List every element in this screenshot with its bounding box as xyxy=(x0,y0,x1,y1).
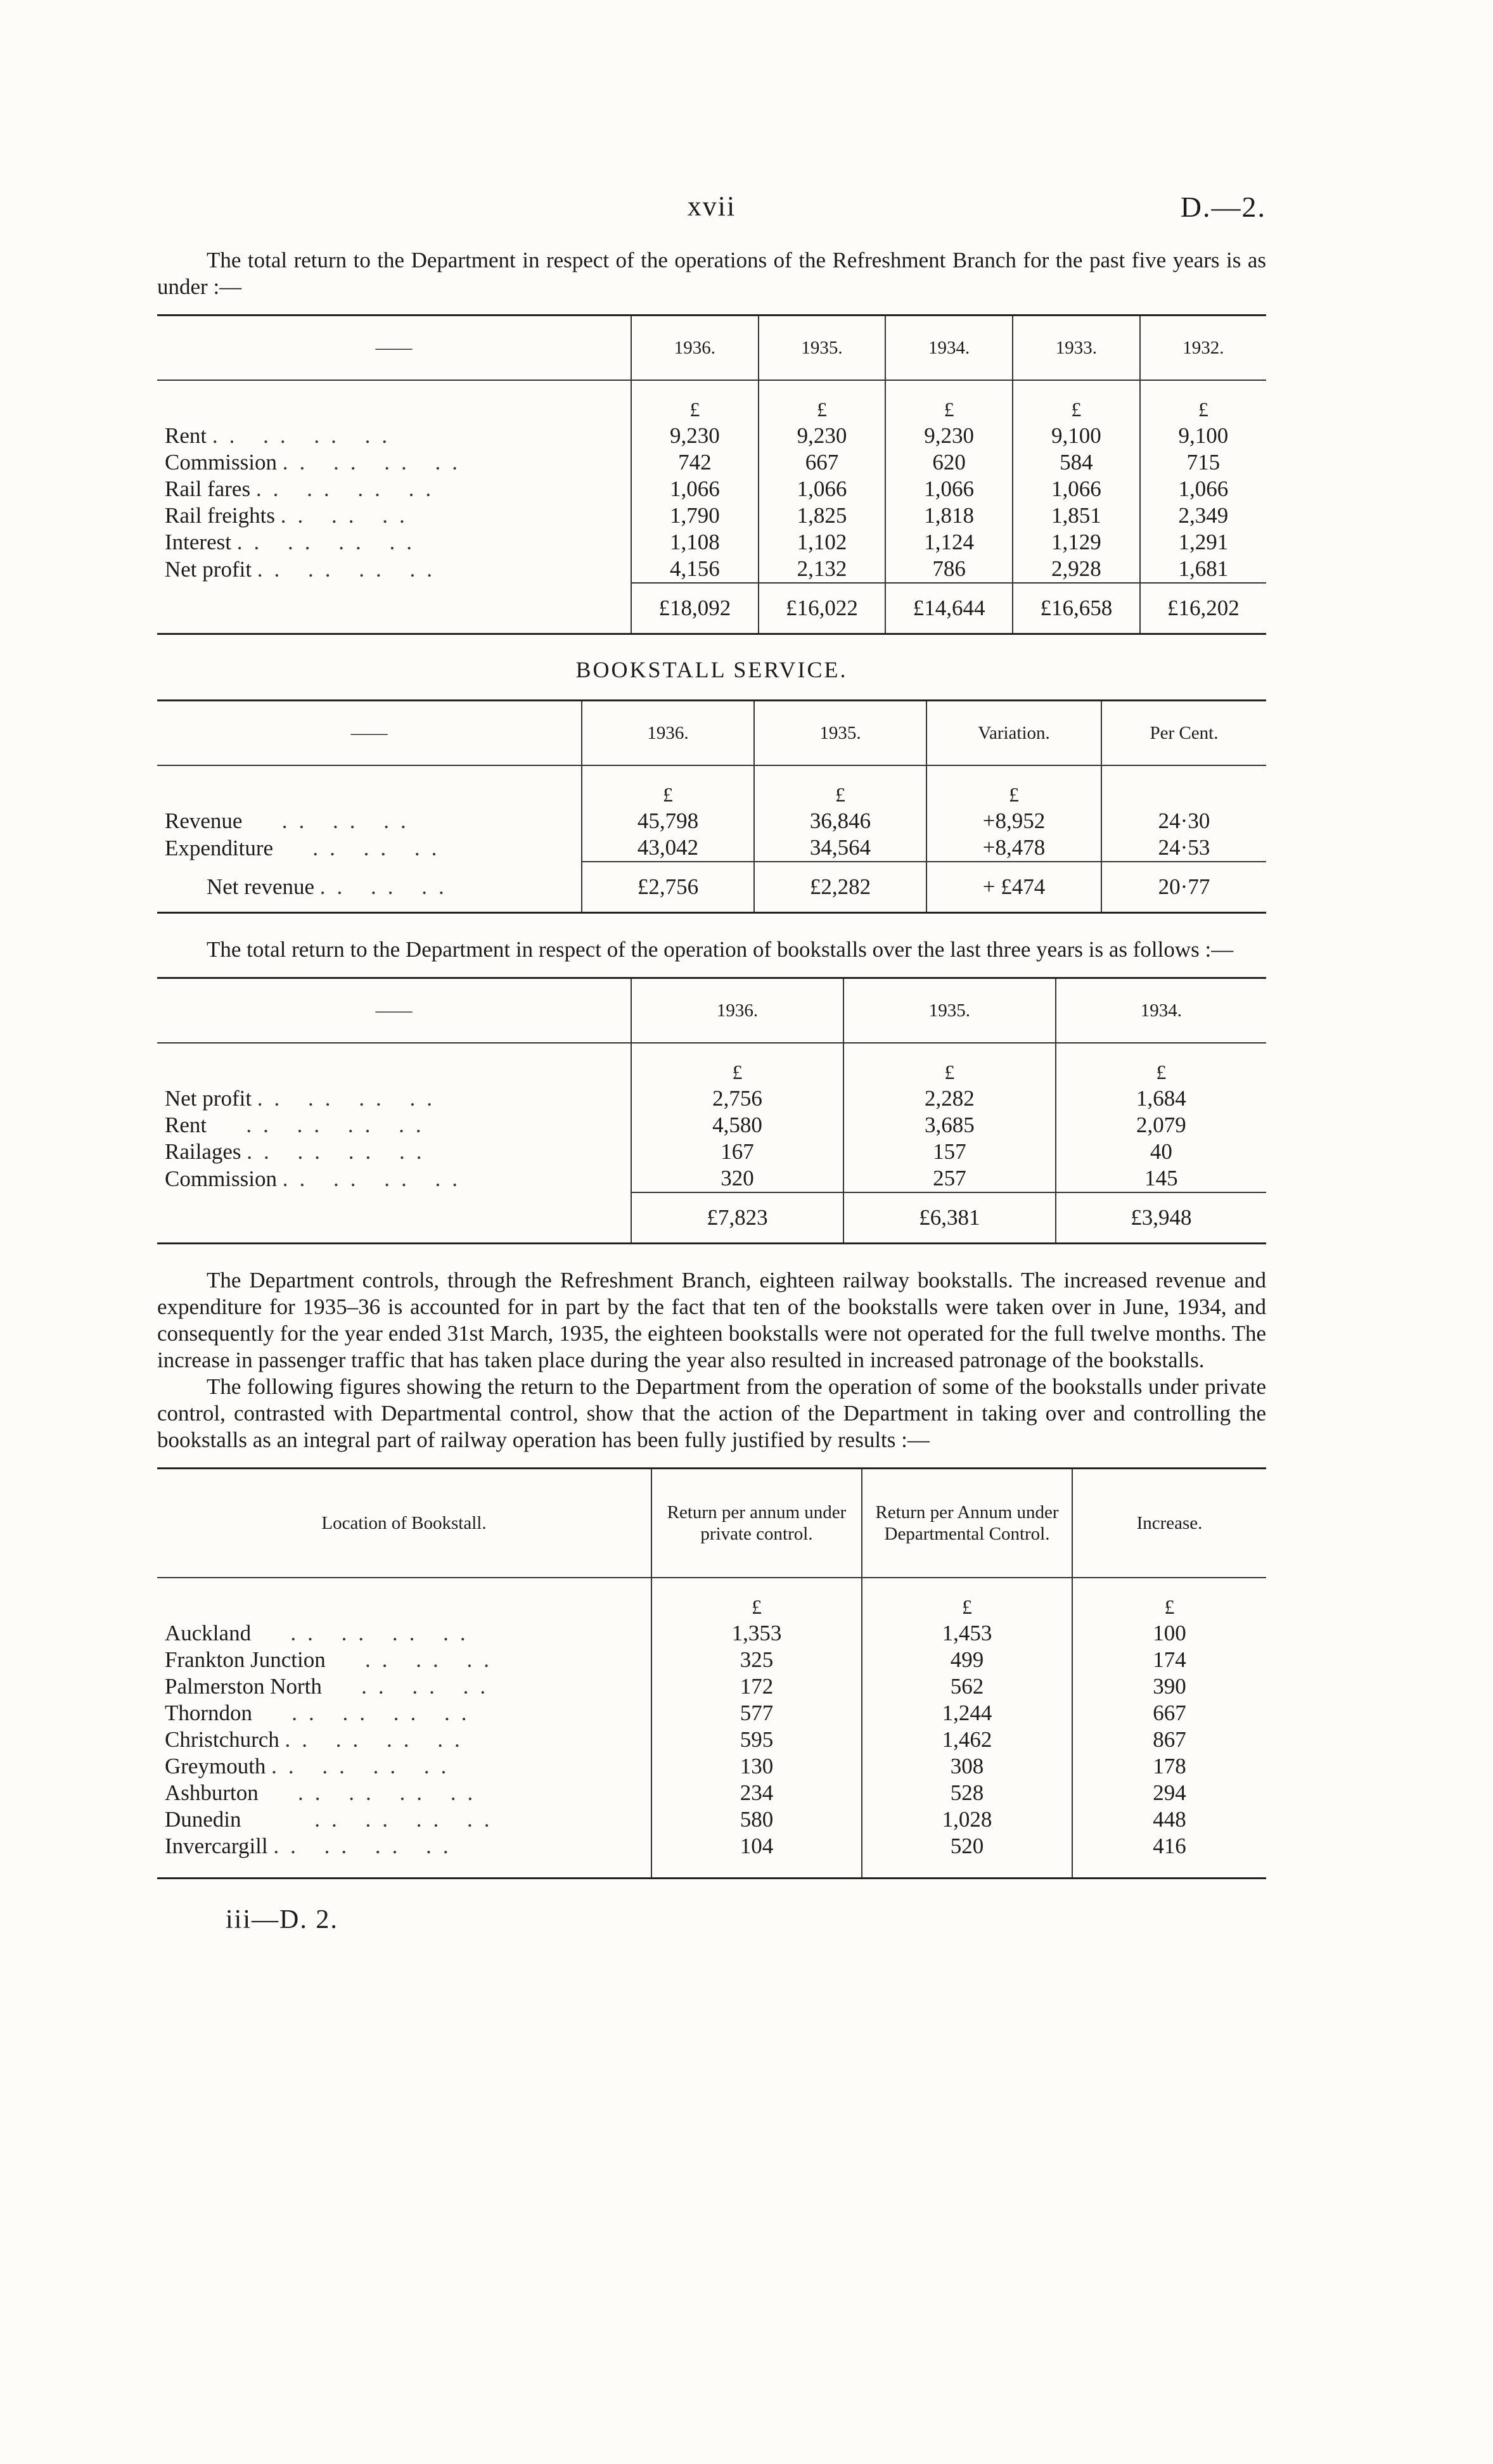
table-row: Rail fares .. .. .. .. 1,066 1,066 1,066 1,066 1,066 xyxy=(157,476,1266,502)
cell-value: 786 xyxy=(885,556,1013,583)
cell-value: 9,230 xyxy=(759,423,886,449)
cell-value: 9,100 xyxy=(1013,423,1140,449)
cell-value: 1,066 xyxy=(1013,476,1140,502)
cell-value: 2,132 xyxy=(759,556,886,583)
currency-symbol: £ xyxy=(631,1043,843,1085)
column-header: 1935. xyxy=(759,316,886,381)
cell-value: 9,230 xyxy=(631,423,759,449)
cell-value: 40 xyxy=(1056,1139,1266,1165)
row-label: Railages xyxy=(165,1139,241,1164)
column-header: 1936. xyxy=(631,316,759,381)
cell-value: 1,291 xyxy=(1140,529,1266,556)
row-label: Rail freights xyxy=(165,503,275,528)
cell-value: 4,580 xyxy=(631,1112,843,1139)
total-value: + £474 xyxy=(926,862,1101,913)
table-row: Dunedin .. .. .. .. 580 1,028 448 xyxy=(157,1806,1266,1833)
table-header-row xyxy=(157,1469,1266,1578)
column-header: 1935. xyxy=(754,701,926,766)
column-header: Variation. xyxy=(926,701,1101,766)
cell-value: 36,846 xyxy=(754,808,926,834)
total-row xyxy=(157,583,1266,634)
column-header: 1936. xyxy=(582,701,754,766)
cell-value: 24·53 xyxy=(1101,834,1266,862)
column-header: Increase. xyxy=(1072,1469,1266,1578)
cell-value: +8,952 xyxy=(926,808,1101,834)
row-label: Commission xyxy=(165,1166,277,1191)
total-value: £16,202 xyxy=(1140,583,1266,634)
table-row: Expenditure .. .. .. 43,042 34,564 +8,478 24·53 xyxy=(157,834,1266,862)
row-label: Rent xyxy=(165,423,207,448)
table-header-row xyxy=(157,316,1266,381)
cell-value: 325 xyxy=(651,1647,862,1673)
document-page xyxy=(157,190,1266,1935)
table-row: Rent .. .. .. .. 9,230 9,230 9,230 9,100 9,100 xyxy=(157,423,1266,449)
cell-value: 9,100 xyxy=(1140,423,1266,449)
page-number: xvii xyxy=(687,191,736,222)
total-value: £16,658 xyxy=(1013,583,1140,634)
table-row: Commission .. .. .. .. 742 667 620 584 715 xyxy=(157,449,1266,476)
cell-value: 1,462 xyxy=(862,1727,1072,1753)
table-row: Invercargill .. .. .. .. 104 520 416 xyxy=(157,1833,1266,1860)
table-row: Commission .. .. .. .. 320 257 145 xyxy=(157,1165,1266,1192)
cell-value: 234 xyxy=(651,1780,862,1806)
cell-value: 1,028 xyxy=(862,1806,1072,1833)
table-row: Revenue .. .. .. 45,798 36,846 +8,952 24·30 xyxy=(157,808,1266,834)
column-header: 1933. xyxy=(1013,316,1140,381)
currency-symbol: £ xyxy=(926,765,1101,808)
table-row: Palmerston North .. .. .. 172 562 390 xyxy=(157,1673,1266,1700)
row-label: Net revenue xyxy=(207,874,315,899)
refreshment-table xyxy=(157,314,1266,635)
cell-value: 45,798 xyxy=(582,808,754,834)
cell-value: 2,756 xyxy=(631,1085,843,1112)
cell-value: 1,818 xyxy=(885,502,1013,529)
cell-value: 157 xyxy=(843,1139,1056,1165)
cell-value: 104 xyxy=(651,1833,862,1860)
cell-value: 562 xyxy=(862,1673,1072,1700)
table-row: Frankton Junction .. .. .. 325 499 174 xyxy=(157,1647,1266,1673)
cell-value: 448 xyxy=(1072,1806,1266,1833)
cell-value: 145 xyxy=(1056,1165,1266,1192)
cell-value: 174 xyxy=(1072,1647,1266,1673)
cell-value: 43,042 xyxy=(582,834,754,862)
table-row: Railages .. .. .. .. 167 157 40 xyxy=(157,1139,1266,1165)
cell-value: 9,230 xyxy=(885,423,1013,449)
cell-value: 4,156 xyxy=(631,556,759,583)
row-label: Net profit xyxy=(165,1086,252,1111)
table-row: Auckland .. .. .. .. 1,353 1,453 100 xyxy=(157,1620,1266,1647)
table-row: Greymouth .. .. .. .. 130 308 178 xyxy=(157,1753,1266,1780)
table-row: Christchurch .. .. .. .. 595 1,462 867 xyxy=(157,1727,1266,1753)
total-value: £7,823 xyxy=(631,1192,843,1244)
total-value: £2,282 xyxy=(754,862,926,913)
cell-value: 620 xyxy=(885,449,1013,476)
currency-symbol: £ xyxy=(1072,1578,1266,1620)
total-value: £18,092 xyxy=(631,583,759,634)
bookstall-service-table xyxy=(157,699,1266,914)
row-label: Net profit xyxy=(165,556,252,582)
total-row xyxy=(157,1192,1266,1244)
table-row: Ashburton .. .. .. .. 234 528 294 xyxy=(157,1780,1266,1806)
net-revenue-row: Net revenue .. .. .. £2,756 £2,282 + £474 20·77 xyxy=(157,862,1266,913)
currency-symbol: £ xyxy=(885,380,1013,423)
cell-value: 1,066 xyxy=(1140,476,1266,502)
cell-value: 100 xyxy=(1072,1620,1266,1647)
cell-value: +8,478 xyxy=(926,834,1101,862)
cell-value: 1,825 xyxy=(759,502,886,529)
row-label: Frankton Junction xyxy=(165,1647,326,1672)
column-header: Per Cent. xyxy=(1101,701,1266,766)
row-label: Dunedin xyxy=(165,1807,241,1832)
cell-value: 416 xyxy=(1072,1833,1266,1860)
cell-value: 178 xyxy=(1072,1753,1266,1780)
cell-value: 308 xyxy=(862,1753,1072,1780)
currency-symbol: £ xyxy=(631,380,759,423)
table-header-row xyxy=(157,701,1266,766)
total-value: £2,756 xyxy=(582,862,754,913)
row-label: Greymouth xyxy=(165,1754,266,1778)
row-label: Interest xyxy=(165,530,231,554)
column-header: Return per annum under private control. xyxy=(651,1469,862,1578)
cell-value: 1,066 xyxy=(631,476,759,502)
currency-symbol: £ xyxy=(754,765,926,808)
currency-symbol: £ xyxy=(1140,380,1266,423)
cell-value: 520 xyxy=(862,1833,1072,1860)
cell-value: 130 xyxy=(651,1753,862,1780)
cell-value: 172 xyxy=(651,1673,862,1700)
cell-value: 1,790 xyxy=(631,502,759,529)
control-paragraph: The Department controls, through the Refreshment Branch, eighteen railway bookstalls. The increased revenue and expenditure for 1935–36 is accounted for in part by the fact that ten of the bookstalls were taken over in June, 1934, and consequently for the year ended 31st March, 1935, the eighteen bookstalls were not operated for the full twelve months. The increase in passenger traffic that has taken place during the year also resulted in increased patronage of the bookstalls. xyxy=(157,1268,1266,1372)
cell-value: 1,066 xyxy=(885,476,1013,502)
cell-value: 1,244 xyxy=(862,1700,1072,1727)
cell-value: 3,685 xyxy=(843,1112,1056,1139)
total-value: £16,022 xyxy=(759,583,886,634)
page-header xyxy=(157,190,1266,247)
cell-value: 2,282 xyxy=(843,1085,1056,1112)
cell-value: 499 xyxy=(862,1647,1072,1673)
column-header: Return per Annum under Departmental Control. xyxy=(862,1469,1072,1578)
footer-reference: iii—D. 2. xyxy=(226,1905,338,1934)
row-label: Palmerston North xyxy=(165,1674,322,1699)
figures-paragraph: The following figures showing the return to the Department from the operation of some of the bookstalls under private control, contrasted with Departmental control, show that the action of the Department in taking over and controlling the bookstalls as an integral part of railway operation has been fully justified by results :— xyxy=(157,1374,1266,1452)
bookstall-service-title: BOOKSTALL SERVICE. xyxy=(575,657,848,682)
row-label: Thorndon xyxy=(165,1701,253,1725)
cell-value: 1,124 xyxy=(885,529,1013,556)
total-value: £14,644 xyxy=(885,583,1013,634)
cell-value: 257 xyxy=(843,1165,1056,1192)
refreshment-intro: The total return to the Department in respect of the operations of the Refreshment Branch for the past five years is as under :— xyxy=(157,248,1266,299)
row-label: Christchurch xyxy=(165,1727,279,1752)
currency-symbol: £ xyxy=(1056,1043,1266,1085)
column-header: 1934. xyxy=(1056,978,1266,1044)
location-table xyxy=(157,1467,1266,1879)
currency-row xyxy=(157,765,1266,808)
cell-value: 1,453 xyxy=(862,1620,1072,1647)
currency-symbol: £ xyxy=(1013,380,1140,423)
total-value: £3,948 xyxy=(1056,1192,1266,1244)
cell-value: 167 xyxy=(631,1139,843,1165)
cell-value: 667 xyxy=(759,449,886,476)
column-header: 1936. xyxy=(631,978,843,1044)
table-header-row xyxy=(157,978,1266,1044)
total-value: 20·77 xyxy=(1101,862,1266,913)
bookstalls-intro: The total return to the Department in respect of the operation of bookstalls over the last three years is as follows :— xyxy=(207,937,1234,962)
cell-value: 1,353 xyxy=(651,1620,862,1647)
cell-value: 294 xyxy=(1072,1780,1266,1806)
column-dash: —— xyxy=(157,701,582,766)
column-dash: —— xyxy=(157,316,631,381)
cell-value: 2,349 xyxy=(1140,502,1266,529)
column-header: 1932. xyxy=(1140,316,1266,381)
cell-value: 667 xyxy=(1072,1700,1266,1727)
cell-value: 1,681 xyxy=(1140,556,1266,583)
currency-row xyxy=(157,1043,1266,1085)
column-header: 1935. xyxy=(843,978,1056,1044)
cell-value: 595 xyxy=(651,1727,862,1753)
row-label: Expenditure xyxy=(165,835,274,860)
cell-value: 2,928 xyxy=(1013,556,1140,583)
currency-symbol: £ xyxy=(651,1578,862,1620)
table-row: Rail freights .. .. .. 1,790 1,825 1,818 1,851 2,349 xyxy=(157,502,1266,529)
table-row: Net profit .. .. .. .. 2,756 2,282 1,684 xyxy=(157,1085,1266,1112)
row-label: Invercargill xyxy=(165,1834,268,1858)
table-row: Net profit .. .. .. .. 4,156 2,132 786 2,928 1,681 xyxy=(157,556,1266,583)
document-reference: D.—2. xyxy=(1180,191,1266,223)
bookstall-return-table xyxy=(157,977,1266,1244)
row-label: Auckland xyxy=(165,1621,252,1645)
cell-value: 2,079 xyxy=(1056,1112,1266,1139)
cell-value: 1,102 xyxy=(759,529,886,556)
cell-value: 528 xyxy=(862,1780,1072,1806)
column-header: 1934. xyxy=(885,316,1013,381)
cell-value: 742 xyxy=(631,449,759,476)
cell-value: 1,108 xyxy=(631,529,759,556)
cell-value: 577 xyxy=(651,1700,862,1727)
cell-value: 1,684 xyxy=(1056,1085,1266,1112)
row-label: Rent xyxy=(165,1113,207,1137)
table-row: Thorndon .. .. .. .. 577 1,244 667 xyxy=(157,1700,1266,1727)
column-header: Location of Bookstall. xyxy=(157,1469,651,1578)
currency-row xyxy=(157,380,1266,423)
row-label: Revenue xyxy=(165,808,243,833)
currency-row xyxy=(157,1578,1266,1620)
row-label: Rail fares xyxy=(165,476,251,501)
cell-value: 1,129 xyxy=(1013,529,1140,556)
cell-value: 715 xyxy=(1140,449,1266,476)
column-dash: —— xyxy=(157,978,631,1044)
cell-value: 320 xyxy=(631,1165,843,1192)
cell-value: 580 xyxy=(651,1806,862,1833)
table-row: Interest .. .. .. .. 1,108 1,102 1,124 1,129 1,291 xyxy=(157,529,1266,556)
currency-symbol: £ xyxy=(759,380,886,423)
cell-value: 390 xyxy=(1072,1673,1266,1700)
cell-value: 1,851 xyxy=(1013,502,1140,529)
row-label: Commission xyxy=(165,450,277,475)
cell-value: 34,564 xyxy=(754,834,926,862)
total-value: £6,381 xyxy=(843,1192,1056,1244)
cell-value: 1,066 xyxy=(759,476,886,502)
cell-value: 584 xyxy=(1013,449,1140,476)
currency-symbol: £ xyxy=(582,765,754,808)
currency-symbol: £ xyxy=(843,1043,1056,1085)
currency-symbol: £ xyxy=(862,1578,1072,1620)
cell-value: 24·30 xyxy=(1101,808,1266,834)
cell-value: 867 xyxy=(1072,1727,1266,1753)
row-label: Ashburton xyxy=(165,1780,259,1805)
table-row: Rent .. .. .. .. 4,580 3,685 2,079 xyxy=(157,1112,1266,1139)
